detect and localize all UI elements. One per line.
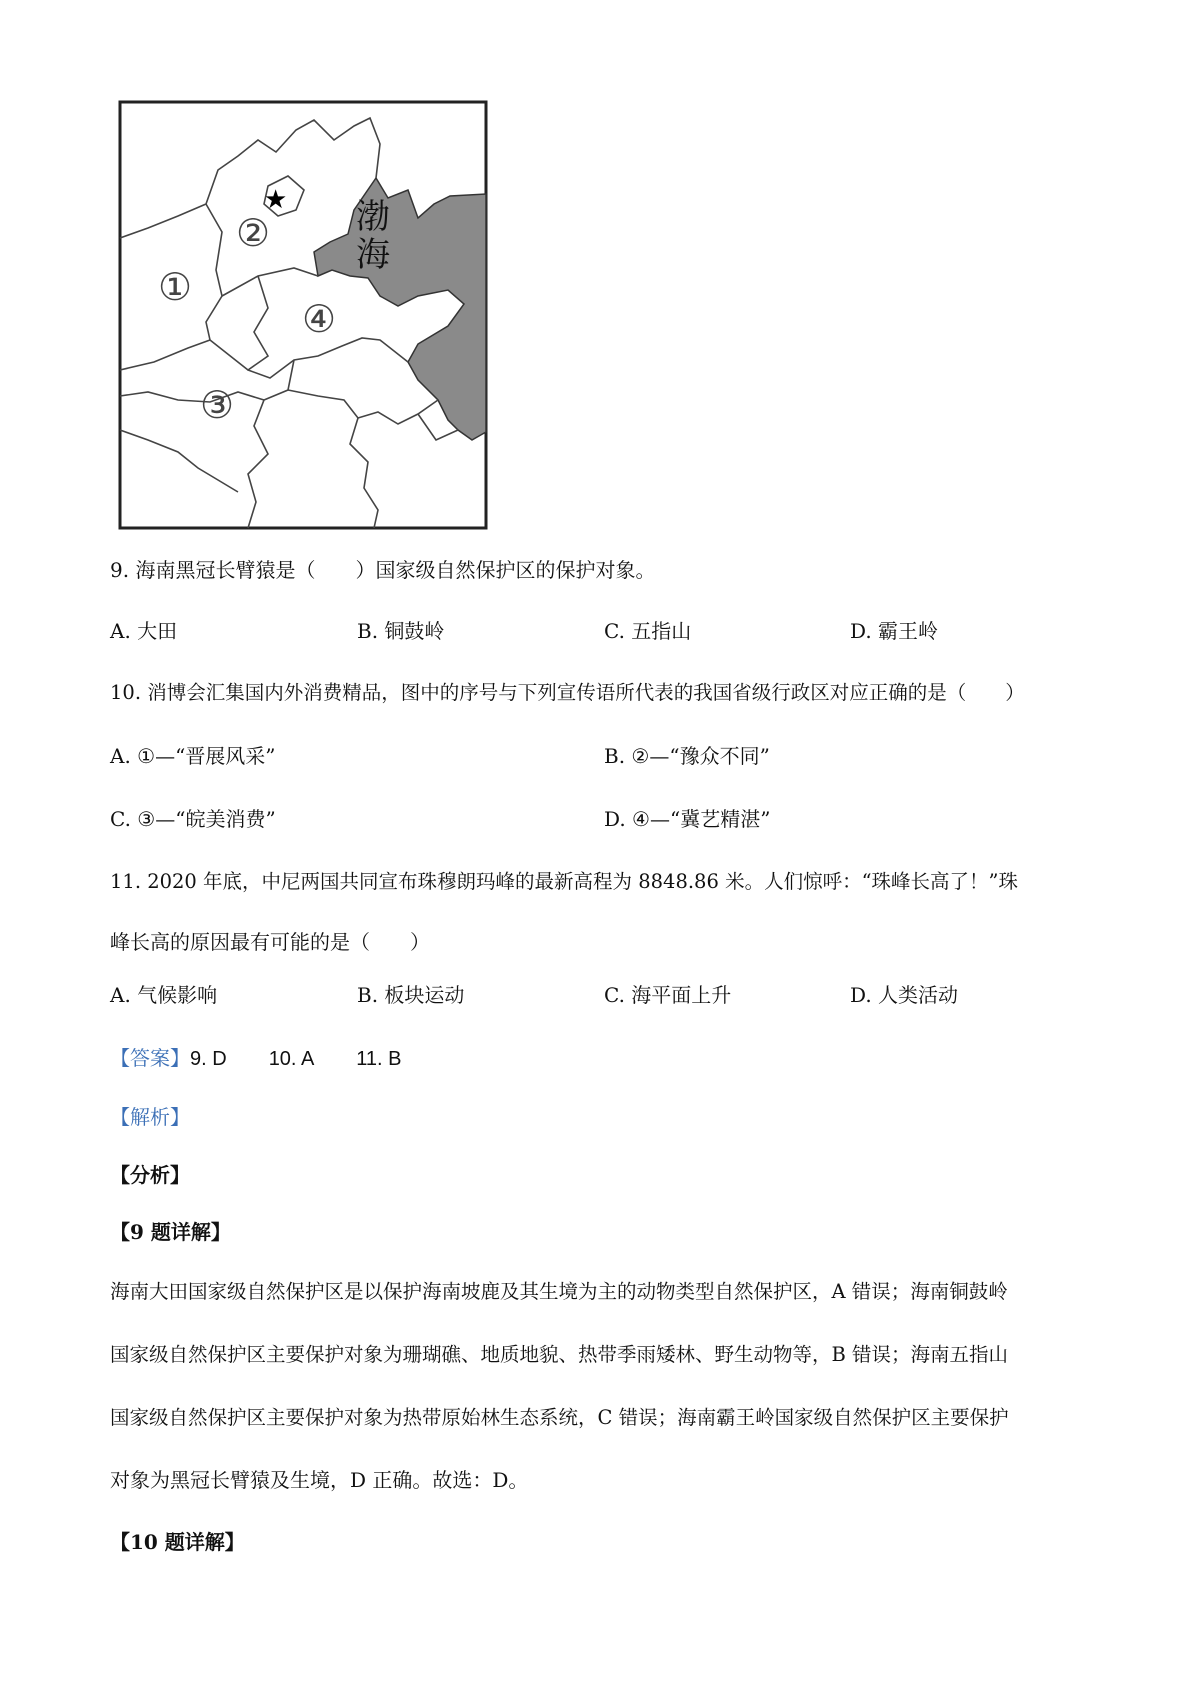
- q9-option-b: B. 铜鼓岭: [357, 619, 445, 643]
- answer-9: 9. D: [190, 1048, 227, 1070]
- q10-option-a: A. ①—“晋展风采”: [110, 744, 276, 768]
- map-marker-4: ④: [302, 297, 337, 341]
- q11-option-d: D. 人类活动: [850, 983, 959, 1007]
- map-marker-1: ①: [158, 265, 193, 309]
- q11-stem-line2: 峰长高的原因最有可能的是（ ）: [110, 930, 430, 954]
- q9-option-d: D. 霸王岭: [850, 619, 939, 643]
- province-map: [118, 100, 488, 530]
- fenxi-heading: 【分析】: [110, 1163, 190, 1187]
- answer-10: 10. A: [268, 1048, 315, 1070]
- q11-option-c: C. 海平面上升: [604, 983, 732, 1007]
- answer-label: 【答案】: [110, 1046, 190, 1070]
- q10-option-d: D. ④—“冀艺精湛”: [604, 807, 771, 831]
- detail9-line-4: 对象为黑冠长臂猿及生境，D 正确。故选：D。: [110, 1468, 529, 1492]
- map-marker-2: ②: [236, 211, 271, 255]
- map-marker-3: ③: [200, 383, 235, 427]
- detail10-heading: 【10 题详解】: [110, 1530, 245, 1554]
- detail9-line-1: 海南大田国家级自然保护区是以保护海南坡鹿及其生境为主的动物类型自然保护区，A 错误；海南铜鼓岭: [110, 1280, 1008, 1303]
- sea-label-hai: 海: [356, 235, 390, 275]
- detail9-line-2: 国家级自然保护区主要保护对象为珊瑚礁、地质地貌、热带季雨矮林、野生动物等，B 错误；海南五指山: [110, 1343, 1009, 1366]
- q11-stem-line1: 11. 2020 年底，中尼两国共同宣布珠穆朗玛峰的最新高程为 8848.86 米。人们惊呼：“珠峰长高了！”珠: [110, 870, 1019, 893]
- detail9-heading: 【9 题详解】: [110, 1220, 231, 1244]
- detail9-line-3: 国家级自然保护区主要保护对象为热带原始林生态系统，C 错误；海南霸王岭国家级自然保护区主要保护: [110, 1406, 1009, 1429]
- capital-star-icon: ★: [264, 185, 288, 215]
- q10-option-b: B. ②—“豫众不同”: [604, 744, 770, 768]
- analysis-heading: 【解析】: [110, 1105, 190, 1129]
- answer-11: 11. B: [356, 1048, 402, 1070]
- q11-option-a: A. 气候影响: [110, 983, 218, 1007]
- q11-option-b: B. 板块运动: [357, 983, 465, 1007]
- sea-label-bo: 渤: [356, 197, 390, 237]
- q10-stem: 10. 消博会汇集国内外消费精品，图中的序号与下列宣传语所代表的我国省级行政区对应正确的是（ ）: [110, 681, 1025, 704]
- q10-option-c: C. ③—“皖美消费”: [110, 807, 276, 831]
- q9-stem: 9. 海南黑冠长臂猿是（ ）国家级自然保护区的保护对象。: [110, 558, 656, 582]
- q9-option-a: A. 大田: [110, 619, 178, 643]
- q9-option-c: C. 五指山: [604, 619, 692, 643]
- answer-row: [110, 1044, 402, 1073]
